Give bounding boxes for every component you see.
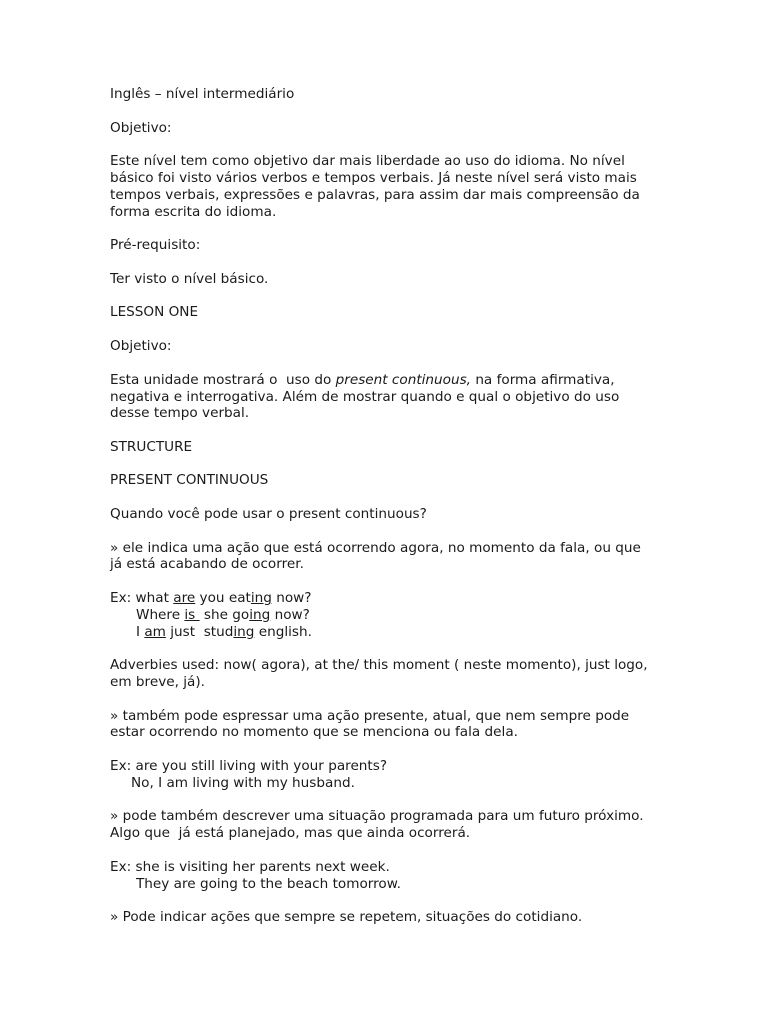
text-run: just stud (165, 624, 234, 640)
text-run: Ex: what (110, 590, 174, 606)
paragraph-line: Algo que já está planejado, mas que ainda ocorrerá. (110, 825, 471, 841)
italic-term: present continuous, (335, 372, 471, 388)
text-run: now? (270, 607, 310, 623)
example-line: Ex: are you still living with your parents? (110, 758, 388, 774)
paragraph-line: negativa e interrogativa. Além de mostrar quando e qual o objetivo do uso (110, 389, 620, 405)
structure-heading: STRUCTURE (110, 439, 193, 455)
paragraph-line (110, 372, 615, 389)
paragraph-line: Adverbies used: now( agora), at the/ this moment ( neste momento), just logo, (110, 657, 648, 673)
underlined-text: am (144, 624, 166, 640)
present-continuous-heading: PRESENT CONTINUOUS (110, 472, 269, 488)
text-run: na forma afirmativa, (471, 372, 615, 388)
paragraph-line: estar ocorrendo no momento que se menciona ou fala dela. (110, 724, 518, 740)
text-run: now? (271, 590, 312, 606)
example-line: They are going to the beach tomorrow. (136, 876, 401, 892)
prerequisite-heading: Pré-requisito: (110, 237, 201, 253)
example-line (110, 590, 312, 607)
underlined-text: ing (250, 590, 272, 606)
question-text: Quando você pode usar o present continuous? (110, 506, 427, 522)
paragraph-line: » pode também descrever uma situação programada para um futuro próximo. (110, 808, 644, 824)
text-run: she go (199, 607, 250, 623)
prerequisite-text: Ter visto o nível básico. (110, 271, 269, 287)
document-title: Inglês – nível intermediário (110, 86, 295, 102)
paragraph-line: » também pode espressar uma ação presente, atual, que nem sempre pode (110, 708, 630, 724)
paragraph-line: em breve, já). (110, 674, 205, 690)
bullet-paragraph: » Pode indicar ações que sempre se repetem, situações do cotidiano. (110, 909, 583, 925)
text-run: Esta unidade mostrará o uso do (110, 372, 336, 388)
lesson-heading: LESSON ONE (110, 304, 199, 320)
paragraph-line: forma escrita do idioma. (110, 204, 277, 220)
paragraph-line: tempos verbais, expressões e palavras, para assim dar mais compreensão da (110, 187, 640, 203)
underlined-text: is (184, 607, 200, 623)
underlined-text: are (173, 590, 196, 606)
paragraph-line: já está acabando de ocorrer. (110, 556, 304, 572)
paragraph-line: Este nível tem como objetivo dar mais liberdade ao uso do idioma. No nível (110, 153, 625, 169)
paragraph-line: básico foi visto vários verbos e tempos verbais. Já neste nível será visto mais (110, 170, 637, 186)
text-run: Where (136, 607, 185, 623)
objective-heading: Objetivo: (110, 120, 172, 136)
text-run: english. (254, 624, 312, 640)
example-line (136, 624, 312, 641)
example-line: Ex: she is visiting her parents next week. (110, 859, 390, 875)
objective-heading: Objetivo: (110, 338, 172, 354)
example-line: No, I am living with my husband. (131, 775, 355, 791)
paragraph-line: » ele indica uma ação que está ocorrendo agora, no momento da fala, ou que (110, 540, 641, 556)
text-run: you eat (195, 590, 251, 606)
paragraph-line: desse tempo verbal. (110, 405, 250, 421)
underlined-text: ing (233, 624, 255, 640)
example-line (136, 607, 310, 624)
underlined-text: ing (249, 607, 271, 623)
text-run: I (136, 624, 145, 640)
